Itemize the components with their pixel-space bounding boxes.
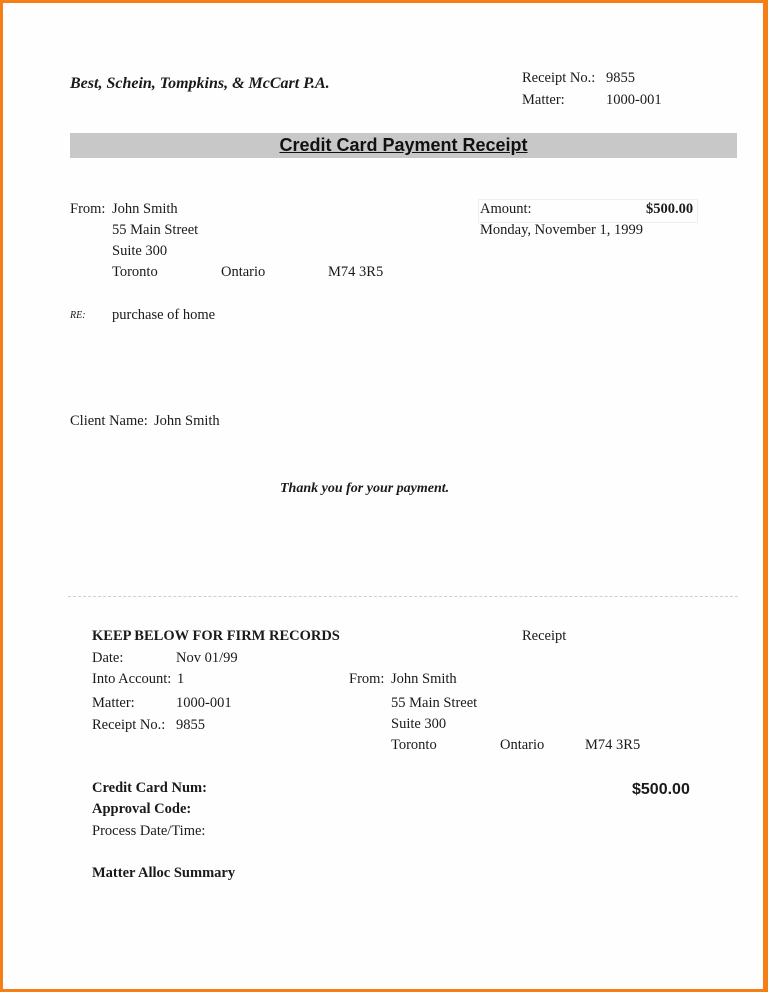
firm-from-label: From: [349, 671, 385, 687]
cut-line-divider [68, 596, 738, 597]
firm-account-value: 1 [177, 671, 185, 687]
firm-date-value: Nov 01/99 [176, 650, 238, 666]
firm-from-city: Toronto [391, 737, 437, 753]
client-name-label: Client Name: [70, 413, 148, 429]
from-street: 55 Main Street [112, 222, 199, 238]
from-postal: M74 3R5 [328, 264, 384, 280]
credit-card-num-label: Credit Card Num: [92, 780, 207, 796]
process-datetime-label: Process Date/Time: [92, 823, 206, 839]
from-province: Ontario [221, 264, 266, 280]
firm-name: Best, Schein, Tompkins, & McCart P.A. [70, 75, 330, 92]
page-title: Credit Card Payment Receipt [279, 135, 528, 155]
firm-from-street: 55 Main Street [391, 695, 478, 711]
firm-matter-value: 1000-001 [176, 695, 232, 711]
from-name: John Smith [112, 201, 178, 217]
receipt-no-value: 9855 [606, 70, 635, 86]
firm-from-province: Ontario [500, 737, 545, 753]
receipt-no-label: Receipt No.: [522, 70, 596, 86]
matter-label: Matter: [522, 92, 565, 108]
firm-amount-value: $500.00 [632, 781, 690, 798]
re-value: purchase of home [112, 307, 216, 323]
firm-from-name: John Smith [391, 671, 457, 687]
firm-from-suite: Suite 300 [391, 716, 447, 732]
firm-receipt-no-label: Receipt No.: [92, 717, 166, 733]
title-bar [70, 133, 737, 158]
firm-receipt-no-value: 9855 [176, 717, 205, 733]
amount-date: Monday, November 1, 1999 [480, 222, 643, 238]
from-city: Toronto [112, 264, 158, 280]
matter-alloc-summary-label: Matter Alloc Summary [92, 865, 236, 881]
firm-matter-label: Matter: [92, 695, 135, 711]
matter-value: 1000-001 [606, 92, 662, 108]
firm-records-receipt-label: Receipt [522, 628, 567, 644]
firm-from-postal: M74 3R5 [585, 737, 641, 753]
thank-you-message: Thank you for your payment. [280, 481, 450, 496]
amount-value: $500.00 [646, 201, 694, 217]
re-label: RE: [70, 310, 86, 321]
firm-account-label: Into Account: [92, 671, 172, 687]
client-name-value: John Smith [154, 413, 220, 429]
amount-label: Amount: [480, 201, 532, 217]
from-label: From: [70, 201, 106, 217]
approval-code-label: Approval Code: [92, 801, 192, 817]
firm-date-label: Date: [92, 650, 124, 666]
from-suite: Suite 300 [112, 243, 168, 259]
firm-records-heading: KEEP BELOW FOR FIRM RECORDS [92, 628, 340, 644]
